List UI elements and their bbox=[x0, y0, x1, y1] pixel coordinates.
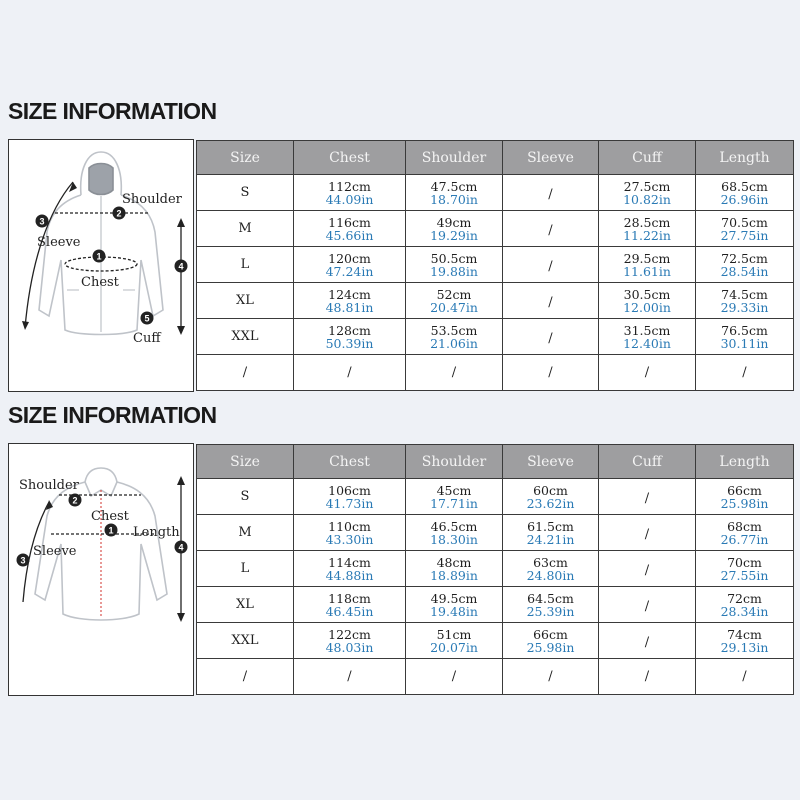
chest-cell bbox=[294, 515, 406, 551]
cuff-cell bbox=[599, 479, 696, 515]
cm-value: 74.5cm bbox=[721, 286, 768, 302]
header-shoulder: Shoulder bbox=[406, 445, 503, 479]
jacket-illustration bbox=[9, 444, 195, 697]
shoulder-cell bbox=[406, 211, 503, 247]
size-cell: XL bbox=[197, 587, 294, 623]
cuff-cell: / bbox=[599, 659, 696, 695]
cm-value: 70.5cm bbox=[721, 214, 768, 230]
length-cell bbox=[696, 175, 794, 211]
sleeve-cell: / bbox=[503, 659, 599, 695]
in-value: 26.77in bbox=[720, 531, 769, 547]
length-cell bbox=[696, 515, 794, 551]
in-value: 28.34in bbox=[720, 603, 769, 619]
cm-value: 30.5cm bbox=[623, 286, 671, 302]
cm-value: 64.5cm bbox=[527, 590, 574, 606]
shoulder-cell bbox=[406, 247, 503, 283]
diagram-label-shoulder: Shoulder bbox=[19, 478, 79, 493]
length-cell bbox=[696, 551, 794, 587]
cm-value: 72cm bbox=[727, 590, 762, 606]
cm-value: / bbox=[644, 635, 650, 650]
svg-text:5: 5 bbox=[144, 313, 150, 324]
size-table bbox=[196, 140, 794, 391]
in-value: 11.22in bbox=[623, 227, 671, 243]
in-value: 24.80in bbox=[526, 567, 575, 583]
table-header-row bbox=[197, 141, 794, 175]
in-value: 10.82in bbox=[623, 191, 671, 207]
cm-value: 124cm bbox=[328, 286, 371, 302]
in-value: 44.88in bbox=[325, 567, 374, 583]
chest-cell: / bbox=[294, 659, 406, 695]
chest-cell bbox=[294, 283, 406, 319]
chest-cell bbox=[294, 211, 406, 247]
cuff-cell bbox=[599, 283, 696, 319]
table-row bbox=[197, 479, 794, 515]
cm-value: 27.5cm bbox=[623, 178, 671, 194]
cm-value: 118cm bbox=[328, 590, 371, 606]
cm-value: 49cm bbox=[436, 214, 472, 230]
in-value: 25.39in bbox=[526, 603, 575, 619]
length-cell bbox=[696, 283, 794, 319]
in-value: 27.75in bbox=[720, 227, 769, 243]
header-chest: Chest bbox=[294, 141, 406, 175]
cuff-cell bbox=[599, 247, 696, 283]
cm-value: 66cm bbox=[727, 482, 762, 498]
cm-value: / bbox=[548, 259, 553, 274]
size-cell: S bbox=[197, 175, 294, 211]
shoulder-cell bbox=[406, 283, 503, 319]
size-cell: S bbox=[197, 479, 294, 515]
sleeve-cell bbox=[503, 479, 599, 515]
cuff-cell bbox=[599, 211, 696, 247]
in-value: 23.62in bbox=[526, 495, 575, 511]
sleeve-cell bbox=[503, 319, 599, 355]
length-cell bbox=[696, 479, 794, 515]
size-cell: M bbox=[197, 515, 294, 551]
section-title: SIZE INFORMATION bbox=[8, 98, 217, 124]
in-value: 48.81in bbox=[325, 299, 374, 315]
in-value: 41.73in bbox=[325, 495, 374, 511]
cm-value: / bbox=[548, 295, 553, 310]
table-row bbox=[197, 319, 794, 355]
table-header-row bbox=[197, 445, 794, 479]
svg-text:4: 4 bbox=[178, 261, 184, 272]
cuff-cell bbox=[599, 551, 696, 587]
cm-value: 68cm bbox=[727, 518, 762, 534]
sleeve-cell bbox=[503, 283, 599, 319]
cm-value: / bbox=[548, 331, 553, 346]
cuff-cell bbox=[599, 319, 696, 355]
size-cell: / bbox=[197, 355, 294, 391]
sleeve-cell bbox=[503, 623, 599, 659]
shoulder-cell bbox=[406, 551, 503, 587]
header-sleeve: Sleeve bbox=[503, 141, 599, 175]
jacket-diagram bbox=[8, 443, 194, 696]
cuff-cell bbox=[599, 587, 696, 623]
diagram-label-length: Length bbox=[133, 525, 180, 540]
cm-value: 63cm bbox=[533, 554, 568, 570]
in-value: 20.07in bbox=[430, 639, 478, 655]
diagram-label-sleeve: Sleeve bbox=[37, 235, 81, 250]
cm-value: 50.5cm bbox=[430, 250, 478, 266]
in-value: 29.33in bbox=[720, 299, 769, 315]
chest-cell bbox=[294, 247, 406, 283]
length-cell: / bbox=[696, 355, 794, 391]
cm-value: 128cm bbox=[328, 322, 371, 338]
sleeve-cell bbox=[503, 587, 599, 623]
cm-value: 68.5cm bbox=[721, 178, 768, 194]
cm-value: 74cm bbox=[727, 626, 762, 642]
cm-value: / bbox=[644, 563, 650, 578]
table-row bbox=[197, 551, 794, 587]
cm-value: 76.5cm bbox=[721, 322, 768, 338]
chest-cell bbox=[294, 551, 406, 587]
table-row bbox=[197, 659, 794, 695]
in-value: 11.61in bbox=[623, 263, 671, 279]
in-value: 25.98in bbox=[526, 639, 575, 655]
cm-value: 52cm bbox=[436, 286, 472, 302]
svg-text:4: 4 bbox=[178, 542, 184, 553]
shoulder-cell bbox=[406, 587, 503, 623]
length-cell bbox=[696, 587, 794, 623]
size-cell: L bbox=[197, 551, 294, 587]
hooded-jacket-illustration bbox=[9, 140, 195, 393]
table-row bbox=[197, 515, 794, 551]
header-sleeve: Sleeve bbox=[503, 445, 599, 479]
cm-value: 120cm bbox=[328, 250, 371, 266]
cm-value: / bbox=[644, 599, 650, 614]
cm-value: 116cm bbox=[328, 214, 371, 230]
header-chest: Chest bbox=[294, 445, 406, 479]
cm-value: 60cm bbox=[533, 482, 568, 498]
shoulder-cell bbox=[406, 319, 503, 355]
in-value: 29.13in bbox=[720, 639, 769, 655]
in-value: 47.24in bbox=[325, 263, 374, 279]
svg-text:3: 3 bbox=[20, 555, 26, 566]
header-length: Length bbox=[696, 445, 794, 479]
cm-value: 72.5cm bbox=[721, 250, 768, 266]
shoulder-cell: / bbox=[406, 659, 503, 695]
cm-value: 106cm bbox=[328, 482, 371, 498]
sleeve-cell bbox=[503, 247, 599, 283]
size-cell: L bbox=[197, 247, 294, 283]
in-value: 48.03in bbox=[325, 639, 374, 655]
in-value: 21.06in bbox=[430, 335, 478, 351]
length-cell: / bbox=[696, 659, 794, 695]
size-cell: M bbox=[197, 211, 294, 247]
header-cuff: Cuff bbox=[599, 445, 696, 479]
size-cell: XXL bbox=[197, 319, 294, 355]
in-value: 19.29in bbox=[430, 227, 478, 243]
cm-value: 114cm bbox=[328, 554, 371, 570]
table-row bbox=[197, 587, 794, 623]
svg-text:1: 1 bbox=[96, 251, 102, 262]
cm-value: / bbox=[548, 223, 553, 238]
cm-value: 66cm bbox=[533, 626, 568, 642]
in-value: 18.30in bbox=[430, 531, 478, 547]
table-row bbox=[197, 355, 794, 391]
in-value: 17.71in bbox=[430, 495, 478, 511]
cuff-cell bbox=[599, 623, 696, 659]
in-value: 46.45in bbox=[325, 603, 374, 619]
in-value: 27.55in bbox=[720, 567, 769, 583]
sleeve-cell bbox=[503, 551, 599, 587]
length-cell bbox=[696, 211, 794, 247]
cm-value: 112cm bbox=[328, 178, 371, 194]
size-cell: XXL bbox=[197, 623, 294, 659]
in-value: 18.70in bbox=[430, 191, 478, 207]
header-size: Size bbox=[197, 445, 294, 479]
length-cell bbox=[696, 319, 794, 355]
cm-value: 53.5cm bbox=[430, 322, 478, 338]
cm-value: 70cm bbox=[727, 554, 762, 570]
cm-value: 61.5cm bbox=[527, 518, 574, 534]
cm-value: 48cm bbox=[436, 554, 472, 570]
sleeve-cell bbox=[503, 211, 599, 247]
svg-text:1: 1 bbox=[108, 525, 114, 536]
cm-value: 46.5cm bbox=[430, 518, 478, 534]
in-value: 44.09in bbox=[325, 191, 374, 207]
in-value: 43.30in bbox=[325, 531, 374, 547]
table-row bbox=[197, 623, 794, 659]
shoulder-cell bbox=[406, 479, 503, 515]
shoulder-cell bbox=[406, 175, 503, 211]
sleeve-cell: / bbox=[503, 355, 599, 391]
cm-value: 51cm bbox=[436, 626, 472, 642]
in-value: 19.48in bbox=[430, 603, 478, 619]
cm-value: / bbox=[644, 527, 650, 542]
chest-cell bbox=[294, 479, 406, 515]
shoulder-cell bbox=[406, 515, 503, 551]
chest-cell bbox=[294, 623, 406, 659]
cm-value: 122cm bbox=[328, 626, 371, 642]
size-cell: / bbox=[197, 659, 294, 695]
cuff-cell: / bbox=[599, 355, 696, 391]
in-value: 12.00in bbox=[623, 299, 671, 315]
in-value: 12.40in bbox=[623, 335, 671, 351]
cm-value: 110cm bbox=[328, 518, 371, 534]
svg-text:2: 2 bbox=[72, 495, 78, 506]
header-length: Length bbox=[696, 141, 794, 175]
in-value: 50.39in bbox=[325, 335, 374, 351]
diagram-label-cuff: Cuff bbox=[133, 331, 161, 346]
chest-cell: / bbox=[294, 355, 406, 391]
in-value: 28.54in bbox=[720, 263, 769, 279]
cm-value: 47.5cm bbox=[430, 178, 478, 194]
cm-value: 29.5cm bbox=[623, 250, 671, 266]
sleeve-cell bbox=[503, 175, 599, 211]
section-title: SIZE INFORMATION bbox=[8, 402, 217, 428]
diagram-label-sleeve: Sleeve bbox=[33, 544, 77, 559]
sleeve-cell bbox=[503, 515, 599, 551]
in-value: 18.89in bbox=[430, 567, 478, 583]
cm-value: 31.5cm bbox=[623, 322, 671, 338]
shoulder-cell bbox=[406, 623, 503, 659]
chest-cell bbox=[294, 319, 406, 355]
table-row bbox=[197, 283, 794, 319]
table-row bbox=[197, 211, 794, 247]
in-value: 45.66in bbox=[325, 227, 374, 243]
in-value: 19.88in bbox=[430, 263, 478, 279]
diagram-label-chest: Chest bbox=[91, 509, 129, 524]
in-value: 26.96in bbox=[720, 191, 769, 207]
size-cell: XL bbox=[197, 283, 294, 319]
header-cuff: Cuff bbox=[599, 141, 696, 175]
svg-text:2: 2 bbox=[116, 208, 122, 219]
in-value: 20.47in bbox=[430, 299, 478, 315]
chest-cell bbox=[294, 175, 406, 211]
cm-value: 49.5cm bbox=[430, 590, 478, 606]
header-size: Size bbox=[197, 141, 294, 175]
length-cell bbox=[696, 623, 794, 659]
shoulder-cell: / bbox=[406, 355, 503, 391]
table-row bbox=[197, 247, 794, 283]
hooded-jacket-diagram bbox=[8, 139, 194, 392]
header-shoulder: Shoulder bbox=[406, 141, 503, 175]
length-cell bbox=[696, 247, 794, 283]
diagram-label-chest: Chest bbox=[81, 275, 119, 290]
cm-value: / bbox=[644, 491, 650, 506]
table-row bbox=[197, 175, 794, 211]
svg-text:3: 3 bbox=[39, 216, 45, 227]
cuff-cell bbox=[599, 175, 696, 211]
in-value: 24.21in bbox=[526, 531, 575, 547]
size-table bbox=[196, 444, 794, 695]
diagram-label-shoulder: Shoulder bbox=[122, 192, 182, 207]
cm-value: / bbox=[548, 187, 553, 202]
in-value: 30.11in bbox=[720, 335, 769, 351]
cm-value: 28.5cm bbox=[623, 214, 671, 230]
cm-value: 45cm bbox=[436, 482, 472, 498]
cuff-cell bbox=[599, 515, 696, 551]
chest-cell bbox=[294, 587, 406, 623]
in-value: 25.98in bbox=[720, 495, 769, 511]
